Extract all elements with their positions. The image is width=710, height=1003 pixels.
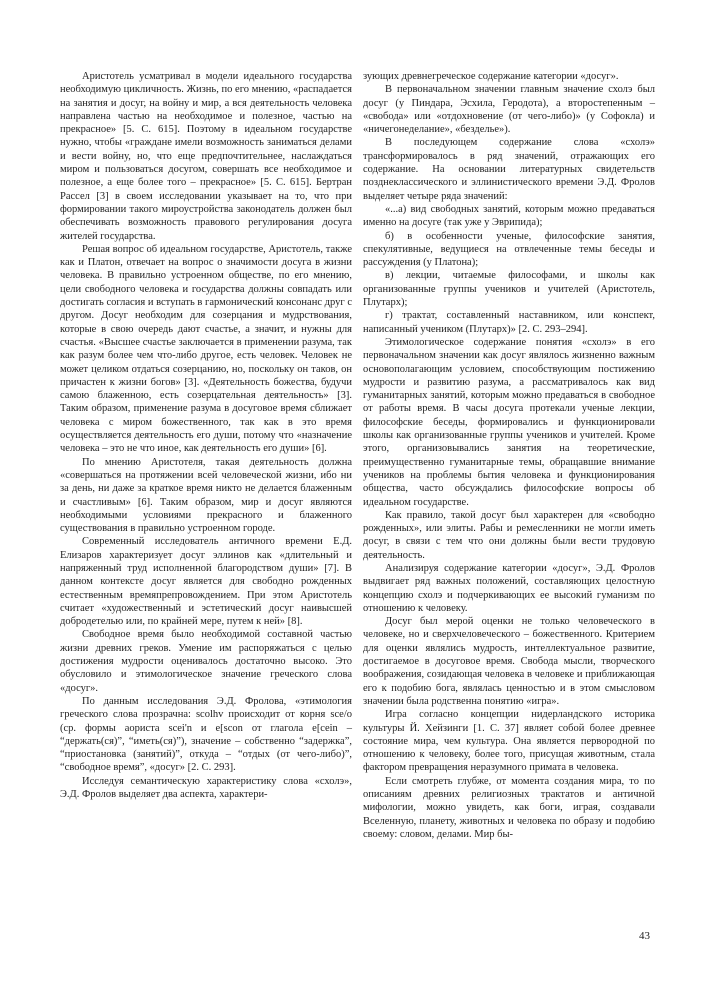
- page-number: 43: [639, 930, 650, 942]
- paragraph: Аристотель усматривал в модели идеального государства необходимую цикличность. Жизнь, по его мнению, «распадается на занятия и досуг, на войну и мир, а вся деятельность человека направлена частью на необходимое и полезное, частью на прекрасное» [5. С. 615]. Поэтому в идеальном государстве нужно, чтобы «граждане имели возможность заниматься делами и вести войну, но, что еще предпочтительнее, наслаждаться миром и пользоваться досугом, совершать все необходимое и полезное, а еще более того – прекрасное» [5. С. 615]. Бертран Рассел [3] в своем исследовании указывает на то, что при формировании такого мироустройства законодатель должен был обеспечивать возможность правового регулирования досуга жителей государства.: [60, 71, 352, 242]
- right-column: [363, 70, 655, 841]
- paragraph: В последующем содержание слова «схолэ» трансформировалось в ряд значений, отражающих его содержание. На основании литературных свидетельств позднеклассического и эллинистического времени Э.Д. Фролов выделяет четыре ряда значений:: [363, 137, 655, 202]
- paragraph: Как правило, такой досуг был характерен для «свободно рожденных», или элиты. Рабы и ремесленники не могли иметь досуг, в связи с тем что они должны были вести трудовую деятельность.: [363, 509, 655, 561]
- paragraph: Исследуя семантическую характеристику слова «схолэ», Э.Д. Фролов выделяет два аспекта, характери-: [60, 775, 352, 801]
- paragraph: в) лекции, читаемые философами, и школы как организованные группы учеников и учителей (Аристотель, Плутарх);: [363, 270, 655, 309]
- paragraph: По данным исследования Э.Д. Фролова, «этимология греческого слова прозрачна: scolhv происходит от корня sce/o (ср. формы аориста scei'n и e[scon от глагола e[cein – “держать(ся)”, “иметь(ся)”), значение – собственно “задержка”, “приостановка (занятий)”, откуда – “отдых (от чего-либо)”, “свободное время”, «досуг» [2. С. 293].: [60, 695, 352, 774]
- paragraph: Этимологическое содержание понятия «схолэ» в его первоначальном значении как досуг являлось жизненно важным основополагающим условием, способствующим постижению мудрости и развитию разума, а рассматривалось как вид гуманитарных занятий, которым можно предаваться в свободное от работы время. В часы досуга протекали ученые лекции, философские беседы, формировались и функционировали школы как организованные группы учеников и учителей. Кроме этого, организовывались занятия на теоретические, преимущественно гуманитарные темы, обращавшие внимание учеников на проблемы бытия человека и функционирования общества, часто обсуждались философские вопросы об идеальном государстве.: [363, 336, 655, 508]
- paragraph: В первоначальном значении главным значение схолэ был досуг (у Пиндара, Эсхила, Геродота), а второстепенным – «свобода» или «отдохновение (от чего-либо)» (у Софокла) и «ничегонеделание», «безделье»).: [363, 84, 655, 136]
- left-column: [60, 70, 352, 801]
- paragraph: зующих древнегреческое содержание категории «досуг».: [363, 71, 619, 82]
- paragraph: Анализируя содержание категории «досуг», Э.Д. Фролов выдвигает ряд важных положений, составляющих целостную концепцию схолэ и подчеркивающих ее высокий гуманизм по отношению к человеку.: [363, 562, 655, 614]
- paragraph: б) в особенности ученые, философские занятия, спекулятивные, ведущиеся на отвлеченные темы беседы и рассуждения (у Платона);: [363, 230, 655, 269]
- paragraph: Досуг был мерой оценки не только человеческого в человеке, но и сверхчеловеческого – божественного. Критерием для оценки являлись мудрость, интеллектуальное развитие, достигаемое в досуговое время. Свобода мысли, творческого воображения, созидающая человека в человеке и приближающая его к подобию бога, являлась ценностью и в этом смысловом значении была родственна понятию «игра».: [363, 616, 655, 707]
- paragraph: Игра согласно концепции нидерландского историка культуры Й. Хейзинги [1. С. 37] являет собой более древнее состояние мира, чем культура. Она является первородной по отношению к человеку, более того, присущая животным, стала фактором превращения неразумного примата в человека.: [363, 709, 655, 774]
- paragraph: Решая вопрос об идеальном государстве, Аристотель, также как и Платон, отвечает на вопрос о значимости досуга в жизни человека. В правильно устроенном обществе, по его мнению, цели свободного человека и государства должны совпадать или достигать согласия и вступать в гармонический консонанс друг с другом. Досуг необходим для созерцания и мудрствования, которые в свою очередь дают счастье, а значит, и нужны для счастья. «Высшее счастье заключается в применении разума, так как разум более чем что-либо другое, есть человек. Человек не может целиком отдаться созерцанию, но, поскольку он таков, он причастен к жизни богов» [3]. «Деятельность божества, будучи самою блаженною, есть созерцательная деятельность» [3]. Таким образом, применение разума в досуговое время сближает человека с миром божественного, так как в это время осуществляется деятельность его души, потому что «назначение человека – это не что иное, как деятельность его души» [6].: [60, 243, 352, 455]
- paragraph: Если смотреть глубже, от момента создания мира, то по описаниям древних религиозных трактатов и античной мифологии, можно увидеть, как боги, играя, создавали Вселенную, планету, животных и человека по образу и подобию своему: словом, делами. Мир бы-: [363, 775, 655, 840]
- paragraph: По мнению Аристотеля, такая деятельность должна «совершаться на протяжении всей человеческой жизни, ибо ни за день, ни даже за краткое время никто не делается блаженным и счастливым» [6]. Таким образом, мир и досуг являются необходимыми условиями прекрасного и блаженного существования в правильно устроенном городе.: [60, 456, 352, 535]
- paragraph: Свободное время было необходимой составной частью жизни древних греков. Умение им распоряжаться с целью достижения мудрости оценивалось достаточно высоко. Это обусловило и этимологическое значение греческого слова «досуг».: [60, 629, 352, 694]
- paragraph: Современный исследователь античного времени Е.Д. Елизаров характеризует досуг эллинов как «длительный и напряженный труд исполненной благородством души» [7]. В данном контексте досуг является для свободно рожденных естественным времяпрепровождением. При этом Аристотель считает «художественный и эстетический досуг наивысшей добродетелью или, по крайней мере, путем к ней» [8].: [60, 536, 352, 628]
- paragraph: г) трактат, составленный наставником, или конспект, написанный учеником (Плутарх)» [2. С. 293–294].: [363, 310, 655, 335]
- paragraph: «...а) вид свободных занятий, которым можно предаваться именно на досуге (так уже у Эврипида);: [363, 203, 655, 229]
